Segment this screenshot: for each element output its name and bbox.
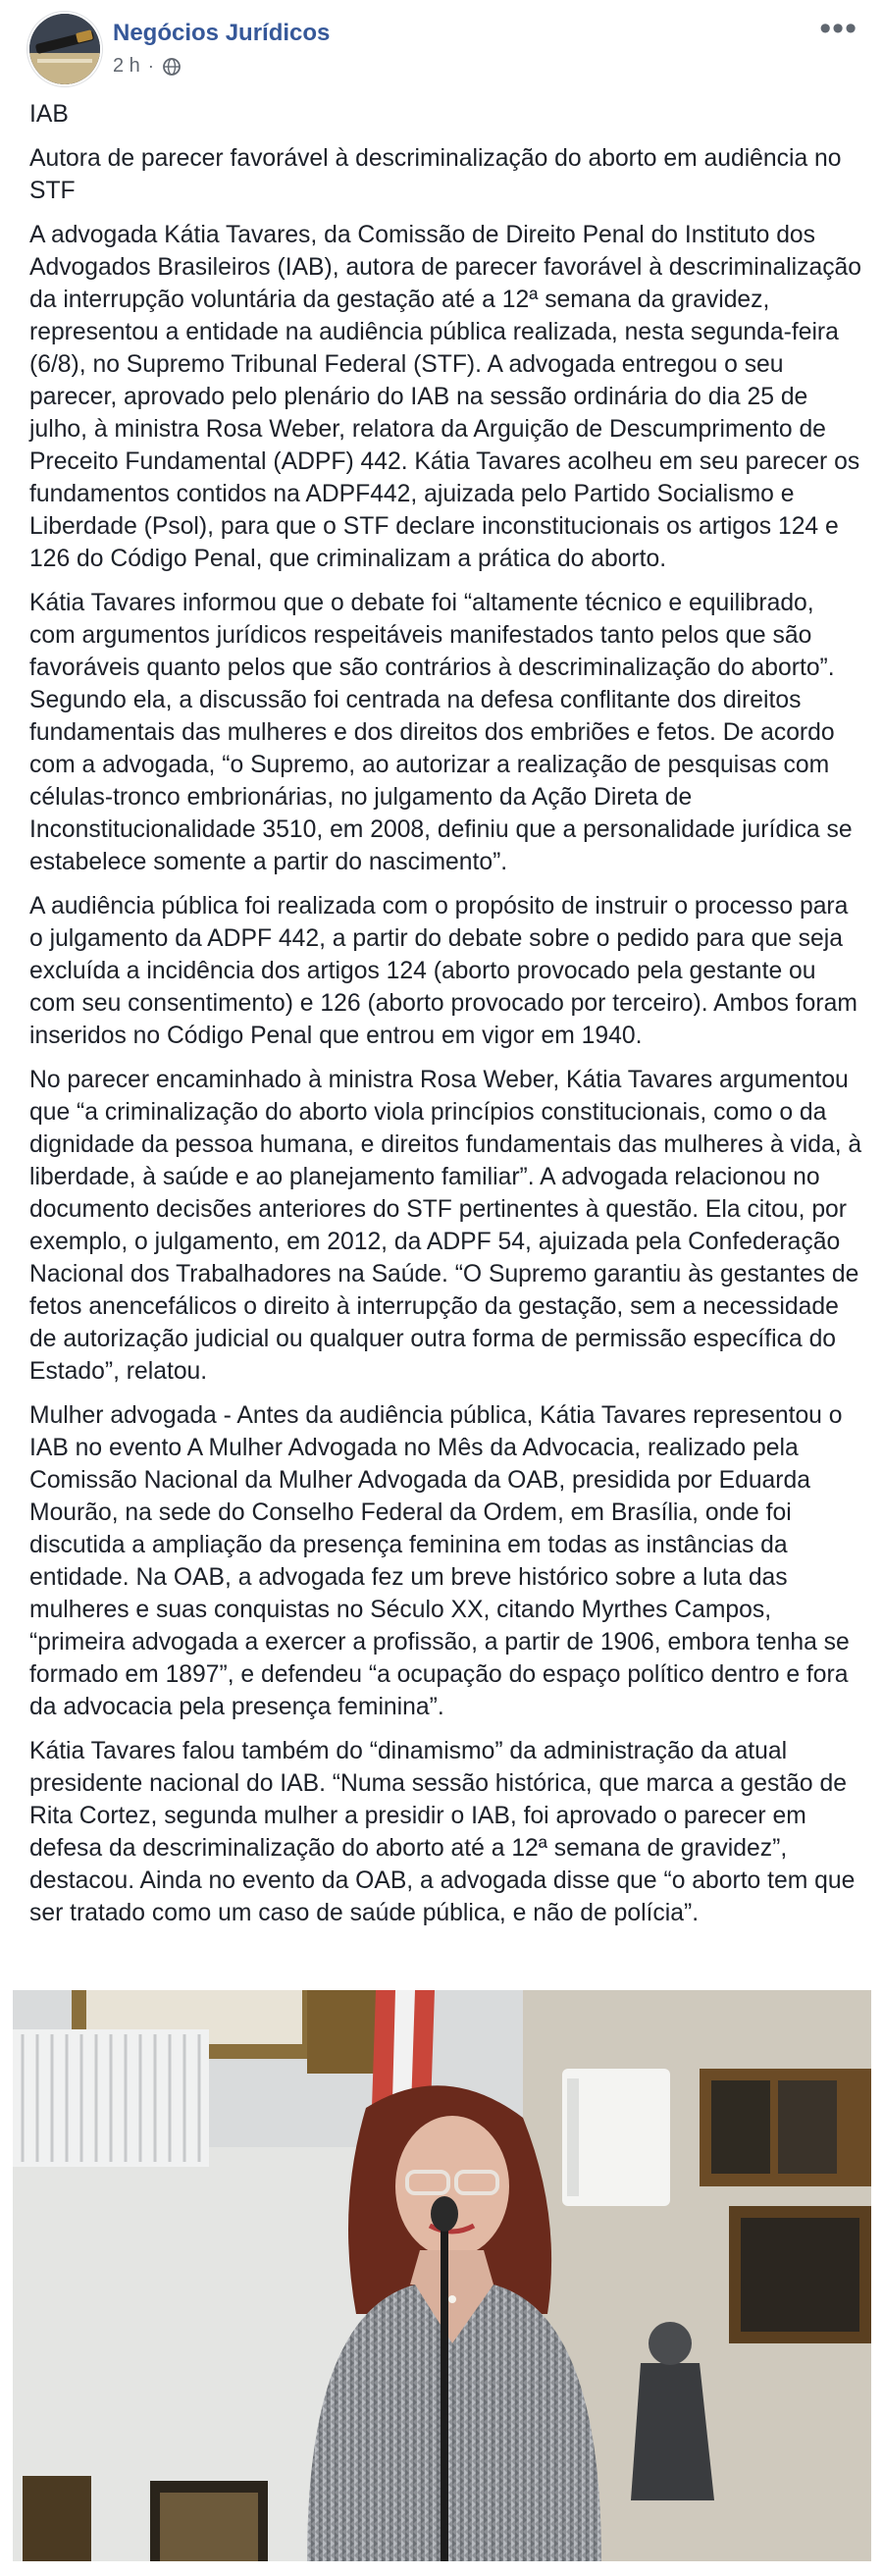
page-avatar[interactable] (29, 14, 100, 84)
post-timestamp[interactable]: 2 h (113, 55, 140, 77)
page-name-link[interactable]: Negócios Jurídicos (113, 20, 331, 46)
post-paragraph: Kátia Tavares informou que o debate foi “altamente técnico e equilibrado, com argumentos jurídicos respeitáveis manifestados tanto pelos que são favoráveis quanto pelos que são contrários à descriminalização do aborto”. Segundo ela, a discussão foi centrada na defesa conflitante dos direitos fundamentais das mulheres e dos direitos dos embriões e fetos. De acordo com a advogada, “o Supremo, ao autorizar a realização de pesquisas com células-tronco embrionárias, no julgamento da Ação Direta de Inconstitucionalidade 3510, em 2008, definiu que a personalidade jurídica se estabelece somente a partir do nascimento”. (29, 590, 853, 875)
post-paragraph: A audiência pública foi realizada com o propósito de instruir o processo para o julgamento da ADPF 442, a partir do debate sobre o pedido para que seja excluída a incidência dos artigos 124 (aborto provocado pela gestante ou com seu consentimento) e 126 (aborto provocado por terceiro). Ambos foram inseridos no Código Penal que entrou em vigor em 1940. (29, 893, 857, 1049)
post-headline: Autora de parecer favorável à descriminalização do aborto em audiência no STF (29, 145, 842, 204)
speaker-photo (13, 1990, 871, 2561)
post-paragraph: No parecer encaminhado à ministra Rosa Weber, Kátia Tavares argumentou que “a criminalização do aborto viola princípios constitucionais, como o da dignidade da pessoa humana, e direitos fundamentais das mulheres à vida, à liberdade, à saúde e ao planejamento familiar”. A advogada relacionou no documento decisões anteriores do STF pertinentes à questão. Ela citou, por exemplo, o julgamento, em 2012, da ADPF 54, ajuizada pela Confederação Nacional dos Trabalhadores na Saúde. “O Supremo garantiu às gestantes de fetos anencefálicos o direito à interrupção da gestação, sem a necessidade de autorização judicial ou qualquer outra forma de permissão específica do Estado”, relatou. (29, 1067, 862, 1385)
post-header (29, 12, 863, 90)
post-meta (113, 55, 182, 78)
post-paragraph: A advogada Kátia Tavares, da Comissão de Direito Penal do Instituto dos Advogados Brasileiros (IAB), autora de parecer favorável à descriminalização da interrupção voluntária da gestação até a 12ª semana da gravidez, representou a entidade na audiência pública realizada, nesta segunda-feira (6/8), no Supremo Tribunal Federal (STF). A advogada entregou o seu parecer, aprovado pelo plenário do IAB na sessão ordinária do dia 25 de julho, à ministra Rosa Weber, relatora da Arguição de Descumprimento de Preceito Fundamental (ADPF) 442. Kátia Tavares acolheu em seu parecer os fundamentos contidos na ADPF442, ajuizada pelo Partido Socialismo e Liberdade (Psol), para que o STF declare inconstitucionais os artigos 124 e 126 do Código Penal, que criminalizam a prática do aborto. (29, 222, 862, 572)
post-paragraph: Mulher advogada - Antes da audiência pública, Kátia Tavares representou o IAB no evento A Mulher Advogada no Mês da Advocacia, realizado pela Comissão Nacional da Mulher Advogada da OAB, presidida por Eduarda Mourão, na sede do Conselho Federal da Ordem, em Brasília, onde foi discutida a ampliação da presença feminina em todas as instâncias da entidade. Na OAB, a advogada fez um breve histórico sobre a luta das mulheres e suas conquistas no Século XX, citando Myrthes Campos, “primeira advogada a exercer a profissão, a partir de 1906, embora tenha se formado em 1897”, e defendeu “a ocupação do espaço político dentro e fora da advocacia pela presença feminina”. (29, 1402, 850, 1720)
post-photo[interactable] (13, 1990, 871, 2561)
meta-separator: · (147, 56, 154, 76)
avatar-image (29, 14, 100, 84)
post-paragraph: IAB (29, 101, 69, 128)
post-body (29, 98, 863, 1941)
globe-icon[interactable] (162, 57, 182, 77)
post-paragraph: Kátia Tavares falou também do “dinamismo” da administração da atual presidente nacional do IAB. “Numa sessão histórica, que marca a gestão de Rita Cortez, segunda mulher a presidir o IAB, foi aprovado o parecer em defesa da descriminalização do aborto até a 12ª semana de gravidez”, destacou. Ainda no evento da OAB, a advogada disse que “o aborto tem que ser tratado como um caso de saúde pública, e não de polícia”. (29, 1738, 856, 1926)
more-options-icon[interactable]: ••• (819, 10, 857, 47)
